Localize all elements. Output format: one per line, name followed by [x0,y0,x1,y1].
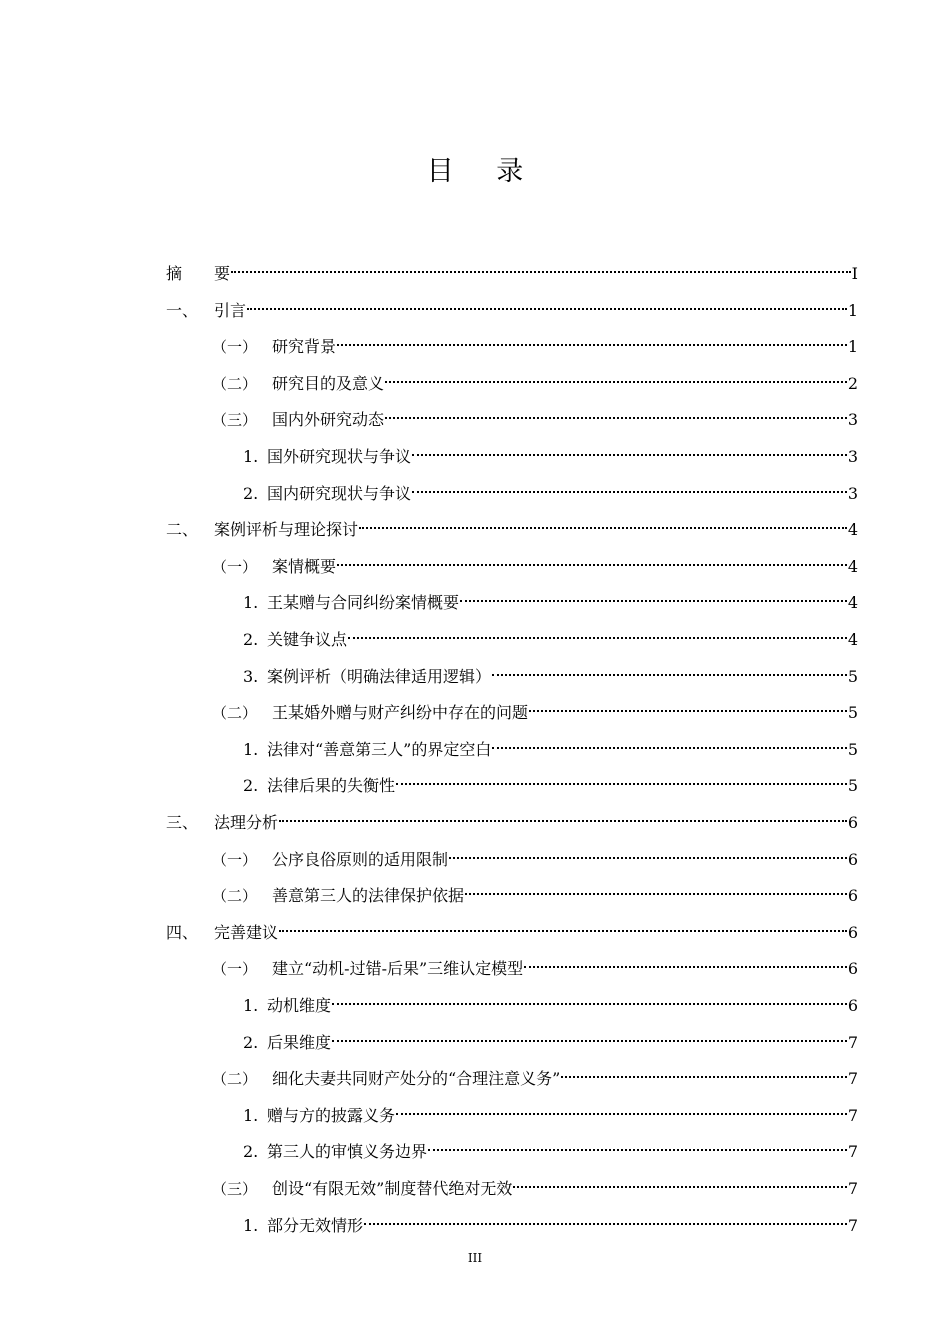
toc-item-title: 案例评析（明确法律适用逻辑） [267,666,492,686]
toc-item-number: 1. [243,593,259,613]
toc-item-title: 要 [214,264,231,283]
toc-item-title: 完善建议 [214,922,279,942]
toc-item-title: 后果维度 [267,1032,332,1052]
toc-item-page: 4 [847,556,858,576]
dot-leader [332,1003,847,1005]
toc-item-number: （二） [212,1070,258,1089]
toc-entry [212,1063,858,1095]
toc-entry [243,734,858,766]
toc-item-number: 1. [243,1215,259,1235]
toc-item[interactable] [0,1210,950,1242]
toc-entry [212,404,858,436]
dot-leader [364,1223,847,1225]
dot-leader [465,893,847,895]
toc-entry [243,770,858,802]
toc-item-page: 6 [847,959,858,979]
dot-leader [337,564,847,566]
toc-item-number: 1. [243,1105,259,1125]
toc-item-page: 7 [847,1032,858,1052]
toc-item[interactable] [0,295,950,327]
toc-item[interactable] [0,661,950,693]
toc-item-page: 7 [847,1215,858,1235]
toc-item-number: 1. [243,996,259,1015]
toc-item[interactable] [0,953,950,985]
toc-item-title: 国内外研究动态 [272,410,385,430]
toc-item-number: 四、 [166,922,199,942]
toc-item-title: 细化夫妻共同财产处分的“合理注意义务” [272,1069,561,1089]
page-title: 目 录 [426,156,524,187]
dot-leader [337,344,847,346]
toc-item-number: 2. [243,1142,259,1162]
toc-entry [212,880,858,912]
toc-entry [243,624,858,656]
toc-item-page: 6 [847,922,858,942]
toc-entry [166,514,858,546]
toc-entry [243,1100,858,1132]
toc-item-title: 创设“有限无效”制度替代绝对无效 [272,1179,513,1198]
toc-item-number: 一、 [166,300,199,320]
toc-item-number: 3. [243,666,259,686]
dot-leader [428,1149,847,1151]
toc-item-title: 引言 [214,300,247,320]
toc-item[interactable] [0,844,950,876]
toc-item-page: 5 [847,739,858,759]
toc-item-title: 国外研究现状与争议 [267,447,412,466]
toc-item-page: 5 [847,703,858,723]
toc-entry [243,1210,858,1242]
dot-leader [247,308,847,310]
toc-entry [212,368,858,400]
toc-item-number: 2. [243,776,259,796]
toc-entry [212,844,858,876]
toc-item-page: 2 [847,373,858,393]
toc-item-title: 研究目的及意义 [272,373,385,393]
toc-item[interactable] [0,587,950,619]
dot-leader [359,527,847,529]
toc-item-page: 3 [847,483,858,503]
toc-entry [243,661,858,693]
toc-item[interactable] [0,734,950,766]
toc-item-page: 6 [847,996,858,1015]
toc-item-title: 赠与方的披露义务 [267,1105,396,1125]
toc-item-title: 法理分析 [214,813,279,832]
toc-item-title: 案例评析与理论探讨 [214,520,359,540]
toc-item-page: 4 [847,520,858,540]
toc-item-title: 建立“动机-过错-后果”三维认定模型 [272,959,524,979]
dot-leader [513,1186,846,1188]
toc-item[interactable] [0,404,950,436]
dot-leader [529,710,847,712]
toc-entry [212,1173,858,1205]
toc-item[interactable] [0,441,950,473]
toc-item[interactable] [0,1173,950,1205]
toc-entry [166,258,858,290]
toc-item-number: 2. [243,483,259,503]
dot-leader [460,600,847,602]
dot-leader [396,1113,847,1115]
toc-entry [243,990,858,1022]
toc-item-number: （一） [212,960,258,979]
toc-item-title: 法律对“善意第三人”的界定空白 [267,739,492,759]
toc-item[interactable] [0,770,950,802]
toc-item[interactable] [0,258,950,290]
toc-item-title: 动机维度 [267,996,332,1015]
toc-item-page: 7 [847,1105,858,1125]
toc-item-page: 4 [847,630,858,649]
toc-entry [243,1136,858,1168]
dot-leader [348,637,847,639]
toc-item-page: 6 [847,886,858,906]
dot-leader [492,747,846,749]
toc-entry [212,697,858,729]
toc-item-number: （二） [212,887,258,906]
toc-entry [166,295,858,327]
page-number-footer: III [467,1251,483,1265]
toc-item[interactable] [0,807,950,839]
toc-item-page: 5 [847,776,858,796]
dot-leader [449,857,847,859]
toc-item-number: （一） [212,850,258,869]
toc-entry [166,917,858,949]
toc-item-title: 第三人的审慎义务边界 [267,1142,428,1162]
toc-item-page: 5 [847,666,858,686]
toc-item-number: 2. [243,630,259,649]
dot-leader [279,820,847,822]
toc-item[interactable] [0,551,950,583]
toc-item-number: 1. [243,739,259,759]
toc-item-title: 公序良俗原则的适用限制 [272,849,449,869]
toc-item-number: （一） [212,557,258,576]
toc-item-page: 7 [847,1179,858,1198]
toc-item-page: 1 [847,337,858,357]
toc-entry [212,331,858,363]
toc-item-title: 关键争议点 [267,630,348,649]
toc-item-title: 法律后果的失衡性 [267,776,396,796]
toc-item-title: 国内研究现状与争议 [267,483,412,503]
toc-item-number: （二） [212,704,258,723]
dot-leader [561,1076,846,1078]
toc-item-page: I [851,264,858,283]
toc-item[interactable] [0,368,950,400]
toc-item-title: 部分无效情形 [267,1215,364,1235]
toc-item-number: 三、 [166,813,199,832]
dot-leader [412,454,847,456]
toc-item-number: 2. [243,1032,259,1052]
toc-item[interactable] [0,624,950,656]
dot-leader [231,271,851,273]
dot-leader [385,417,847,419]
toc-entry [243,478,858,510]
dot-leader [524,966,847,968]
toc-item-number: （三） [212,411,258,430]
toc-item-page: 4 [847,593,858,613]
toc-item-number: 摘 [166,264,183,283]
toc-entry [166,807,858,839]
toc-item[interactable] [0,331,950,363]
toc-item[interactable] [0,1136,950,1168]
toc-item[interactable] [0,1027,950,1059]
toc-item[interactable] [0,1100,950,1132]
toc-item-title: 研究背景 [272,337,337,357]
dot-leader [279,930,847,932]
toc-item-page: 6 [847,849,858,869]
toc-item-title: 善意第三人的法律保护依据 [272,886,465,906]
toc-entry [243,441,858,473]
toc-item-page: 3 [847,410,858,430]
toc-item-page: 7 [847,1142,858,1162]
dot-leader [332,1040,847,1042]
toc-item-title: 案情概要 [272,556,337,576]
toc-item[interactable] [0,917,950,949]
toc-item-number: 二、 [166,520,199,540]
toc-item-title: 王某婚外赠与财产纠纷中存在的问题 [272,703,529,723]
toc-item[interactable] [0,478,950,510]
toc-item[interactable] [0,1063,950,1095]
toc-item[interactable] [0,697,950,729]
dot-leader [492,674,847,676]
toc-item-page: 3 [847,447,858,466]
toc-entry [212,551,858,583]
toc-entry [243,1027,858,1059]
dot-leader [385,381,847,383]
toc-item-number: 1. [243,447,259,466]
toc-item-title: 王某赠与合同纠纷案情概要 [267,593,460,613]
dot-leader [412,491,847,493]
toc-item-number: （一） [212,338,258,357]
toc-entry [212,953,858,985]
toc-item-page: 7 [847,1069,858,1089]
toc-item[interactable] [0,514,950,546]
toc-item[interactable] [0,990,950,1022]
dot-leader [396,783,847,785]
toc-item-number: （二） [212,374,258,393]
toc-item-page: 1 [847,300,858,320]
toc-item-page: 6 [847,813,858,832]
toc-item-number: （三） [212,1180,258,1198]
toc-entry [243,587,858,619]
toc-item[interactable] [0,880,950,912]
